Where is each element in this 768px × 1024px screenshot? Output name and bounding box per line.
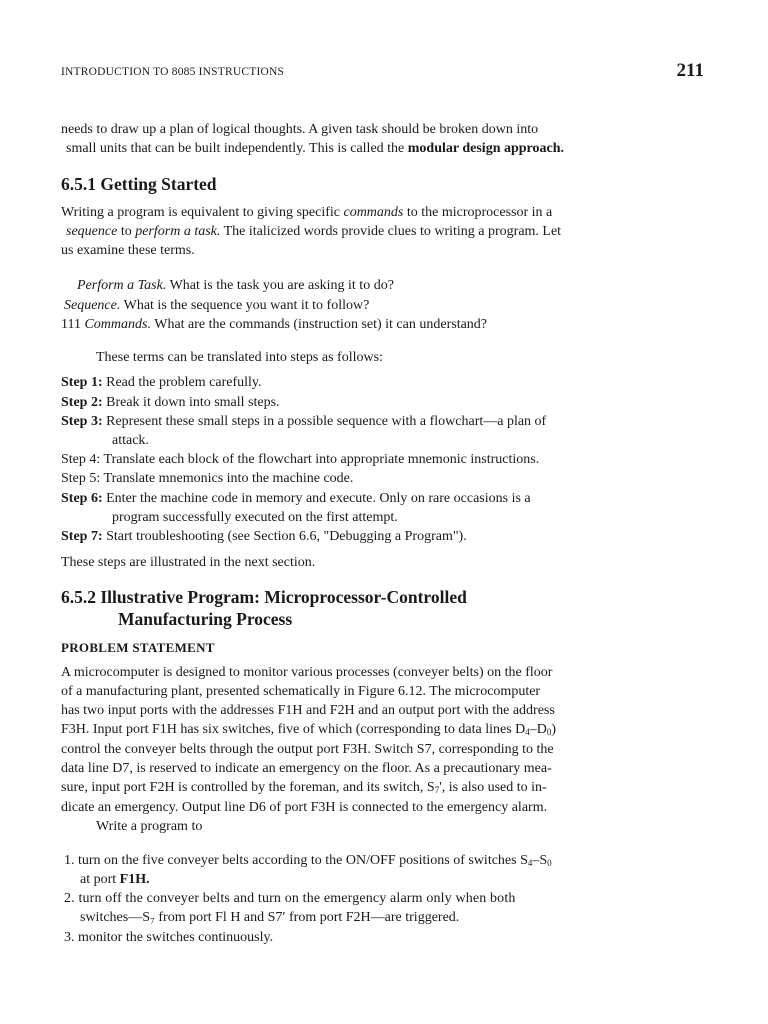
list-item-1: 1. turn on the five conveyer belts according to the ON/OFF positions of switches $S_4-S_0$ [64, 853, 552, 868]
problem-line-8: dicate an emergency. Output line D6 of port F3H is connected to the emergency alarm. [61, 800, 548, 815]
para-line-2: sequence to perform a task. The italicized words provide clues to writing a program. Let [66, 224, 562, 239]
intro-line-1: needs to draw up a plan of logical thoughts. A given task should be broken down into [61, 122, 539, 137]
running-head: INTRODUCTION TO 8085 INSTRUCTIONS [61, 66, 285, 78]
problem-line-9: Write a program to [96, 819, 203, 834]
para-line-1: Writing a program is equivalent to giving specific commands to the microprocessor in a [61, 205, 553, 220]
problem-line-3: has two input ports with the addresses F1H and F2H and an output port with the address [61, 703, 555, 718]
step-3: Step 3: Represent these small steps in a possible sequence with a flowchart—a plan of [61, 414, 547, 429]
step-1: Step 1: Read the problem carefully. [61, 375, 262, 390]
steps-intro: These terms can be translated into steps as follows: [96, 350, 383, 365]
step-5: Step 5: Translate mnemonics into the machine code. [61, 471, 354, 486]
problem-line-2: of a manufacturing plant, presented schematically in Figure 6.12. The microcomputer [61, 684, 541, 699]
steps-closing: These steps are illustrated in the next section. [61, 555, 316, 570]
problem-line-5: control the conveyer belts through the output port F3H. Switch S7, corresponding to the [61, 742, 554, 757]
list-item-3: 3. monitor the switches continuously. [64, 930, 274, 945]
step-7: Step 7: Start troubleshooting (see Section 6.6, "Debugging a Program"). [61, 529, 467, 544]
problem-line-7: sure, input port F2H is controlled by the foreman, and its switch, $S_7'$, is also used to in- [61, 780, 547, 795]
list-item-2-continued: switches—S₇ from port Fl H and S7′ from port F2H—are triggered. [80, 910, 460, 925]
problem-line-4: F3H. Input port F1H has six switches, five of which (corresponding to data lines $D_4-D_0$) [61, 722, 557, 737]
step-6-continued: program successfully executed on the first attempt. [112, 510, 398, 525]
step-4: Step 4: Translate each block of the flowchart into appropriate mnemonic instructions. [61, 452, 540, 467]
step-6: Step 6: Enter the machine code in memory and execute. Only on rare occasions is a [61, 491, 531, 506]
problem-line-1: A microcomputer is designed to monitor various processes (conveyer belts) on the floor [61, 665, 553, 680]
problem-statement-heading: PROBLEM STATEMENT [61, 640, 215, 655]
intro-line-2: small units that can be built independently. This is called the modular design approach. [66, 141, 565, 156]
list-item-1-continued: at port F1H. [80, 872, 150, 887]
section-heading-6-5-2-line-2: Manufacturing Process [118, 609, 293, 629]
list-item-2: 2. turn off the conveyer belts and turn on the emergency alarm only when both [64, 891, 516, 906]
term-commands: 111 Commands. What are the commands (instruction set) it can understand? [61, 317, 488, 332]
term-sequence: Sequence. What is the sequence you want it to follow? [64, 298, 370, 313]
page-number: 211 [676, 60, 704, 81]
term-perform-task: Perform a Task. What is the task you are asking it to do? [77, 278, 394, 293]
problem-line-6: data line D7, is reserved to indicate an emergency on the floor. As a precautionary mea- [61, 761, 552, 776]
step-3-continued: attack. [112, 433, 149, 448]
section-heading-6-5-2: 6.5.2 Illustrative Program: Microprocessor-Controlled [61, 587, 467, 607]
para-line-3: us examine these terms. [61, 243, 195, 258]
section-heading-6-5-1: 6.5.1 Getting Started [61, 174, 217, 194]
step-2: Step 2: Break it down into small steps. [61, 395, 280, 410]
